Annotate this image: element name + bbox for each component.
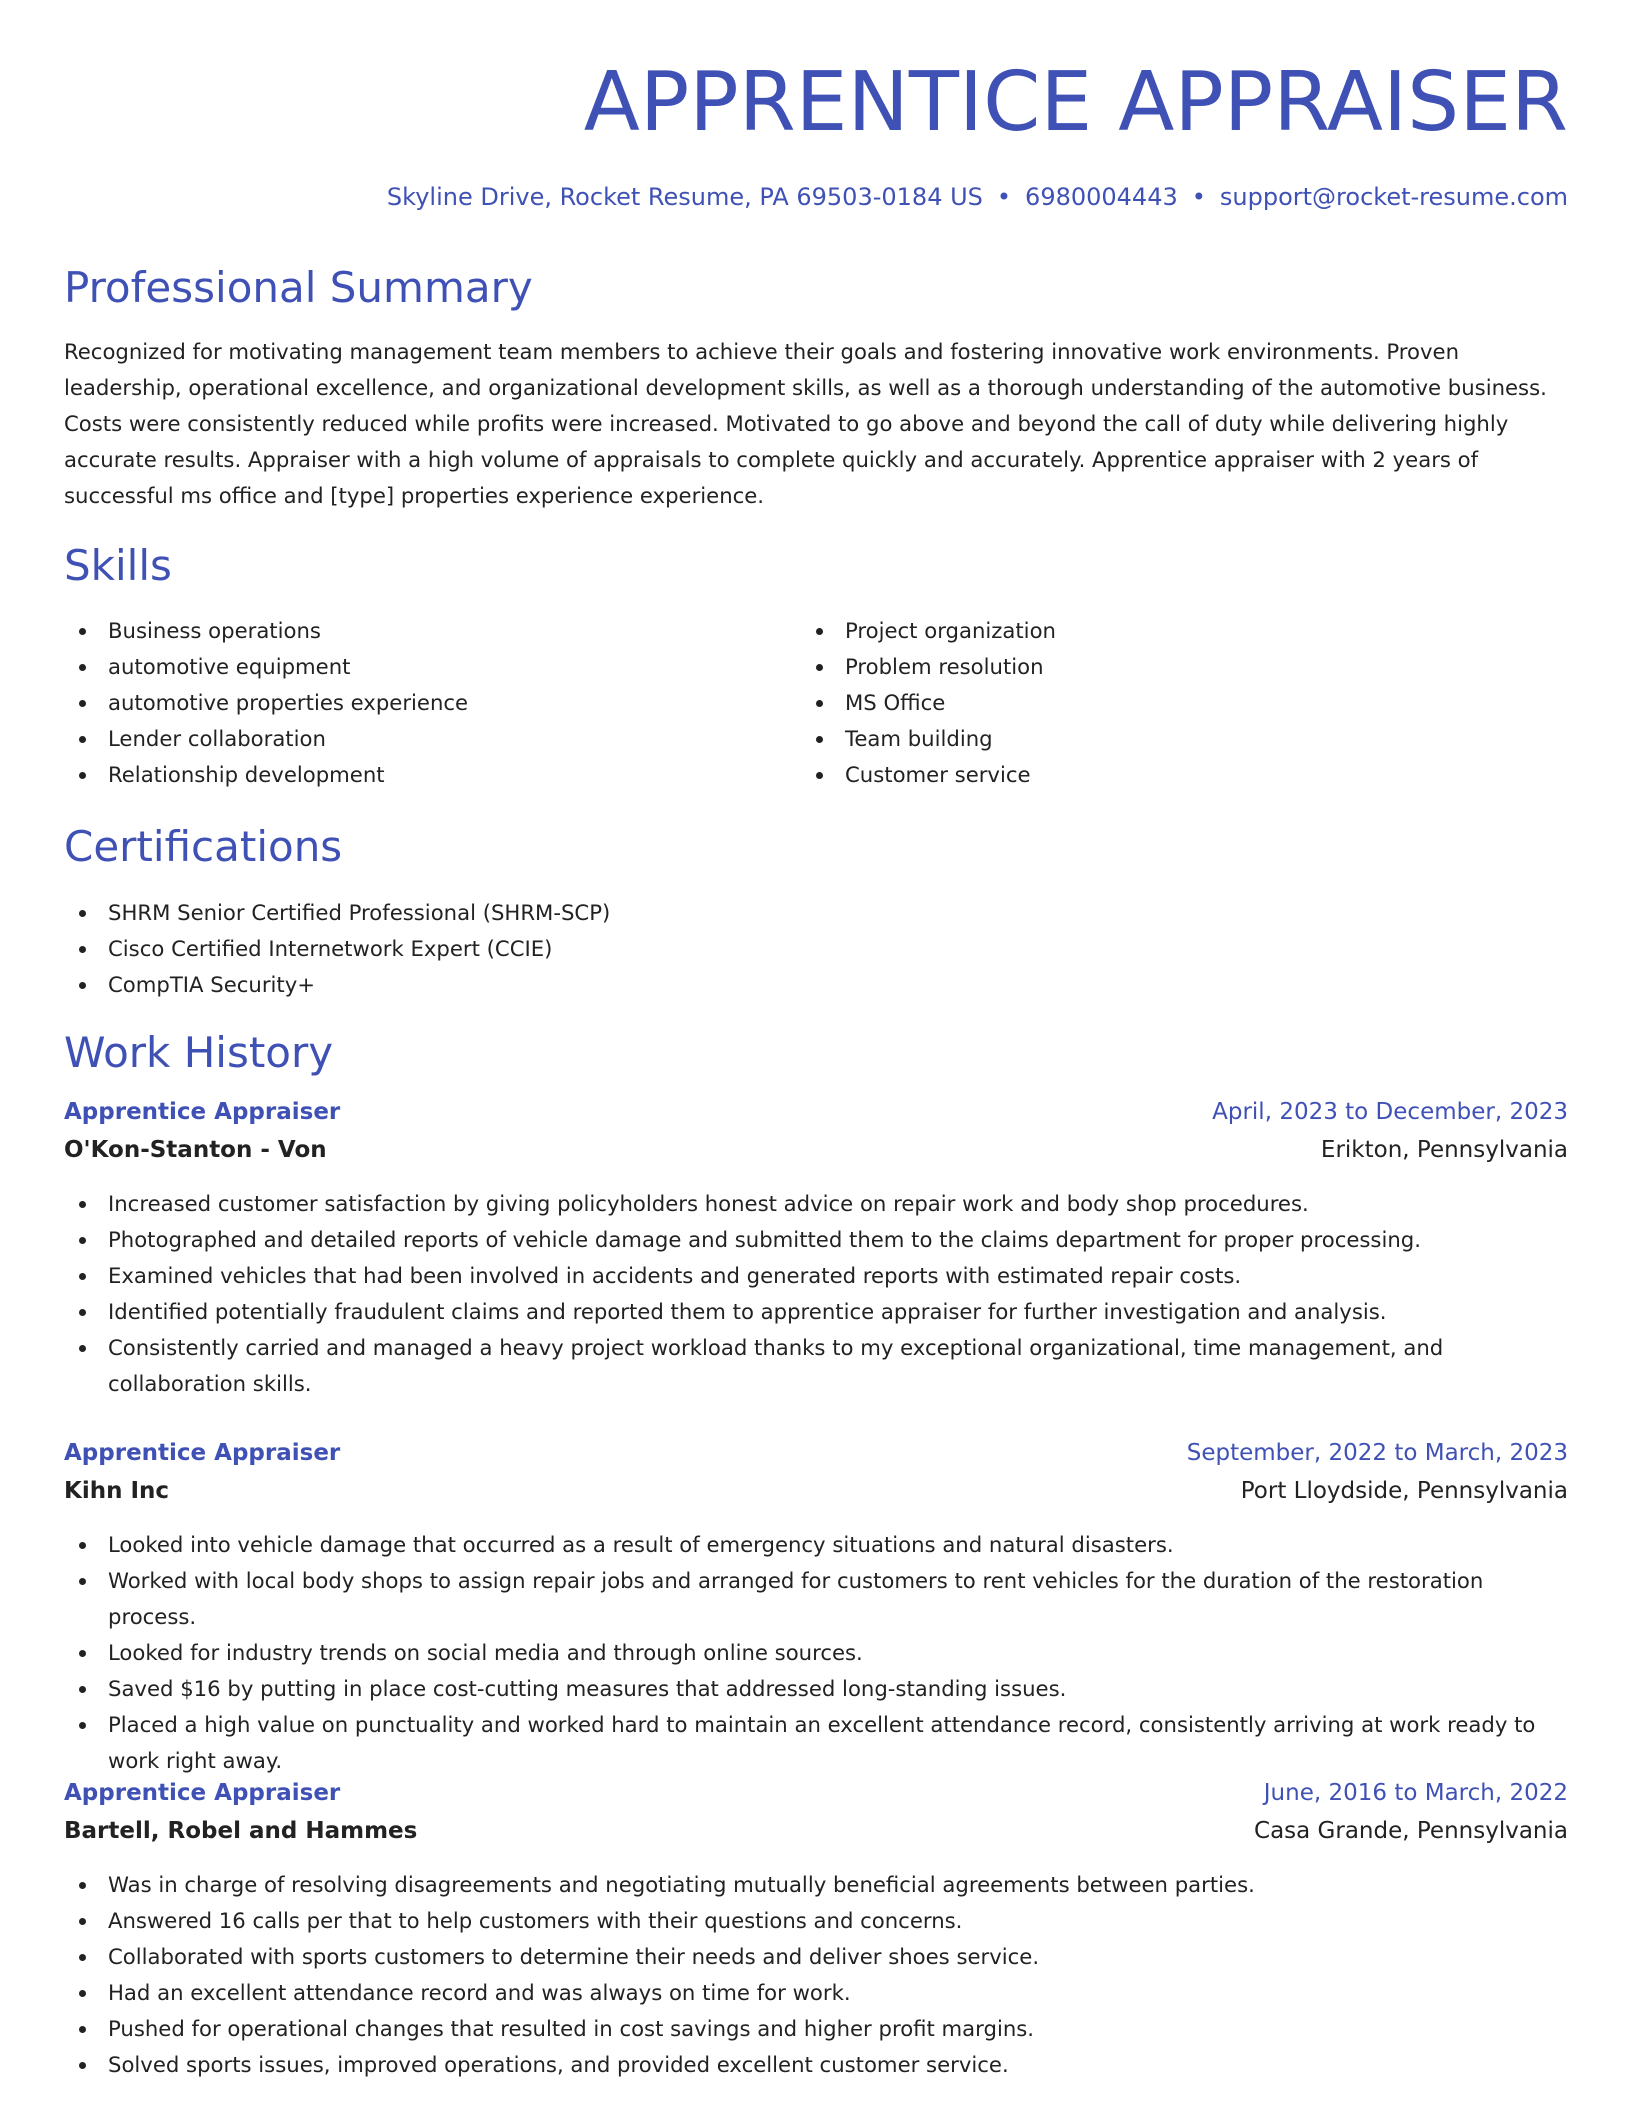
job-location: Casa Grande, Pennsylvania — [1254, 1818, 1568, 1844]
certification-item: SHRM Senior Certified Professional (SHRM-SCP) — [64, 895, 1568, 931]
job-company: Bartell, Robel and Hammes — [64, 1818, 418, 1844]
skill-item: Team building — [801, 721, 1501, 757]
job-bullet: Increased customer satisfaction by giving policyholders honest advice on repair work and body shop procedures. — [64, 1186, 1568, 1222]
job-bullets — [64, 1186, 1568, 1402]
job-entry — [64, 1094, 1568, 1402]
job-bullets — [64, 1867, 1568, 2083]
job-bullet: Consistently carried and managed a heavy project workload thanks to my exceptional organizational, time management, and collaboration skills. — [64, 1330, 1568, 1402]
job-dates: June, 2016 to March, 2022 — [1263, 1780, 1568, 1806]
skills-left-column — [64, 613, 764, 793]
job-company: Kihn Inc — [64, 1478, 170, 1504]
skill-item: automotive equipment — [64, 649, 764, 685]
candidate-name: APPRENTICE APPRAISER — [583, 55, 1568, 150]
skill-item: Project organization — [801, 613, 1501, 649]
job-location: Erikton, Pennsylvania — [1320, 1137, 1568, 1163]
job-dates: April, 2023 to December, 2023 — [1212, 1099, 1568, 1125]
job-bullet: Saved $16 by putting in place cost-cutting measures that addressed long-standing issues. — [64, 1671, 1568, 1707]
skill-item: Business operations — [64, 613, 764, 649]
job-title: Apprentice Appraiser — [64, 1780, 341, 1806]
job-bullet: Pushed for operational changes that resulted in cost savings and higher profit margins. — [64, 2011, 1568, 2047]
contact-line — [387, 180, 1568, 214]
skill-item: Problem resolution — [801, 649, 1501, 685]
contact-address: Skyline Drive, Rocket Resume, PA 69503-0184 US — [386, 183, 983, 211]
job-bullet: Placed a high value on punctuality and worked hard to maintain an excellent attendance record, consistently arriving at work ready to work right away. — [64, 1707, 1568, 1779]
job-bullet: Was in charge of resolving disagreements and negotiating mutually beneficial agreements between parties. — [64, 1867, 1568, 1903]
work-history-heading: Work History — [64, 1028, 334, 1077]
skills-list-right — [801, 613, 1501, 793]
certifications-block — [64, 895, 1568, 1003]
certifications-heading: Certifications — [64, 822, 343, 871]
contact-separator: • — [1191, 183, 1206, 211]
job-entry — [64, 1775, 1568, 2083]
job-location: Port Lloydside, Pennsylvania — [1240, 1478, 1568, 1504]
skills-heading: Skills — [64, 541, 172, 590]
skill-item: automotive properties experience — [64, 685, 764, 721]
job-bullet: Identified potentially fraudulent claims and reported them to apprentice appraiser for further investigation and analysis. — [64, 1294, 1568, 1330]
certification-item: Cisco Certified Internetwork Expert (CCIE) — [64, 931, 1568, 967]
contact-separator: • — [996, 183, 1012, 211]
job-bullet: Answered 16 calls per that to help customers with their questions and concerns. — [64, 1903, 1568, 1939]
job-bullet: Had an excellent attendance record and was always on time for work. — [64, 1975, 1568, 2011]
skill-item: Relationship development — [64, 757, 764, 793]
skills-right-column — [801, 613, 1501, 793]
skill-item: Customer service — [801, 757, 1501, 793]
job-dates: September, 2022 to March, 2023 — [1186, 1440, 1568, 1466]
job-bullet: Solved sports issues, improved operations, and provided excellent customer service. — [64, 2047, 1568, 2083]
summary-heading: Professional Summary — [64, 263, 533, 312]
skills-list-left — [64, 613, 764, 793]
summary-text: Recognized for motivating management team members to achieve their goals and fostering innovative work environments. Proven leadership, operational excellence, and organizational development skills, as well as a thorough understanding of the automotive business. Costs were consistently reduced while profits were increased. Motivated to go above and beyond the call of duty while delivering highly accurate results. Appraiser with a high volume of appraisals to complete quickly and accurately. Apprentice appraiser with 2 years of successful ms office and [type] properties experience experience. — [64, 339, 1547, 508]
job-bullet: Looked into vehicle damage that occurred as a result of emergency situations and natural disasters. — [64, 1527, 1568, 1563]
skill-item: Lender collaboration — [64, 721, 764, 757]
contact-phone: 6980004443 — [1025, 183, 1178, 211]
job-bullet: Photographed and detailed reports of vehicle damage and submitted them to the claims department for proper processing. — [64, 1222, 1568, 1258]
certifications-list — [64, 895, 1568, 1003]
job-title: Apprentice Appraiser — [64, 1099, 341, 1125]
job-bullet: Looked for industry trends on social media and through online sources. — [64, 1635, 1568, 1671]
job-bullet: Collaborated with sports customers to determine their needs and deliver shoes service. — [64, 1939, 1568, 1975]
contact-email[interactable]: support@rocket-resume.com — [1219, 183, 1568, 211]
skill-item: MS Office — [801, 685, 1501, 721]
job-bullet: Examined vehicles that had been involved in accidents and generated reports with estimated repair costs. — [64, 1258, 1568, 1294]
job-bullets — [64, 1527, 1568, 1779]
certification-item: CompTIA Security+ — [64, 967, 1568, 1003]
job-entry — [64, 1435, 1568, 1779]
job-bullet: Worked with local body shops to assign repair jobs and arranged for customers to rent vehicles for the duration of the restoration process. — [64, 1563, 1568, 1635]
job-company: O'Kon-Stanton - Von — [64, 1137, 327, 1163]
job-title: Apprentice Appraiser — [64, 1440, 341, 1466]
